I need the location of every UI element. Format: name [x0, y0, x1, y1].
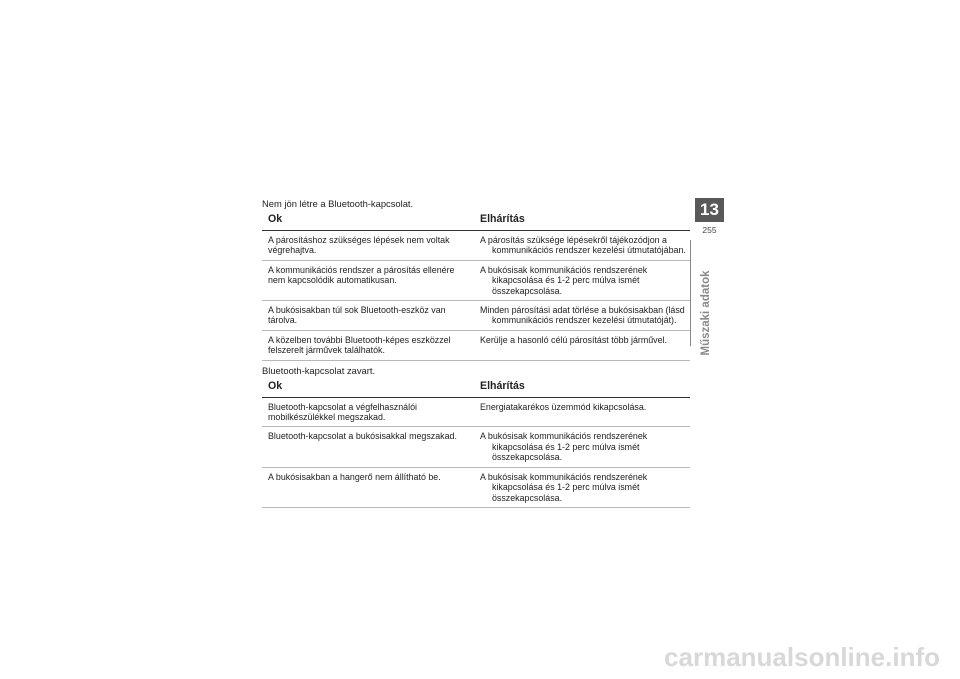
chapter-divider [690, 240, 691, 346]
table-row [262, 397, 690, 427]
table-row [262, 231, 690, 261]
solution-cell: A bukósisak kommunikációs rendszerének kikapcsolása és 1-2 perc múlva ismét összekapcsolása. [474, 467, 690, 507]
watermark: carmanualsonline.info [664, 642, 940, 672]
solution-cell: A bukósisak kommunikációs rendszerének kikapcsolása és 1-2 perc múlva ismét összekapcsolása. [474, 260, 690, 300]
cause-cell: A bukósisakban túl sok Bluetooth-eszköz van tárolva. [262, 301, 474, 331]
chapter-marker [695, 198, 724, 236]
table-header-row [262, 377, 690, 398]
cause-cell: Bluetooth-kapcsolat a végfelhasználói mobilkészülékkel megszakad. [262, 397, 474, 427]
section-title: Nem jön létre a Bluetooth-kapcsolat. [262, 198, 414, 209]
chapter-side-title: Műszaki adatok [700, 270, 712, 356]
troubleshooting-table [262, 377, 690, 508]
cause-cell: Bluetooth-kapcsolat a bukósisakkal megszakad. [262, 427, 474, 467]
cause-cell: A kommunikációs rendszer a párosítás ellenére nem kapcsolódik automatikusan. [262, 260, 474, 300]
section-title: Bluetooth-kapcsolat zavart. [262, 364, 376, 376]
solution-cell: A bukósisak kommunikációs rendszerének kikapcsolása és 1-2 perc múlva ismét összekapcsolása. [474, 427, 690, 467]
table-row [262, 427, 690, 467]
table-row [262, 467, 690, 507]
troubleshooting-table [262, 210, 690, 361]
column-header-cause: Ok [262, 210, 474, 231]
column-header-solution: Elhárítás [474, 210, 690, 231]
solution-cell: Energiatakarékos üzemmód kikapcsolása. [474, 397, 690, 427]
table-row [262, 260, 690, 300]
column-header-cause: Ok [262, 377, 474, 398]
chapter-number: 13 [695, 198, 724, 222]
table-header-row [262, 210, 690, 231]
solution-cell: Minden párosítási adat törlése a bukósisakban (lásd kommunikációs rendszer kezelési útmutatóját). [474, 301, 690, 331]
solution-cell: A párosítás szüksége lépésekről tájékozódjon a kommunikációs rendszer kezelési útmutatójában. [474, 231, 690, 261]
table-row [262, 330, 690, 360]
page-number: 255 [702, 225, 717, 235]
solution-cell: Kerülje a hasonló célú párosítást több járművel. [474, 330, 690, 360]
cause-cell: A bukósisakban a hangerő nem állítható be. [262, 467, 474, 507]
column-header-solution: Elhárítás [474, 377, 690, 398]
cause-cell: A közelben további Bluetooth-képes eszközzel felszerelt járművek találhatók. [262, 330, 474, 360]
cause-cell: A párosításhoz szükséges lépések nem voltak végrehajtva. [262, 231, 474, 261]
page-content [262, 198, 690, 508]
table-row [262, 301, 690, 331]
